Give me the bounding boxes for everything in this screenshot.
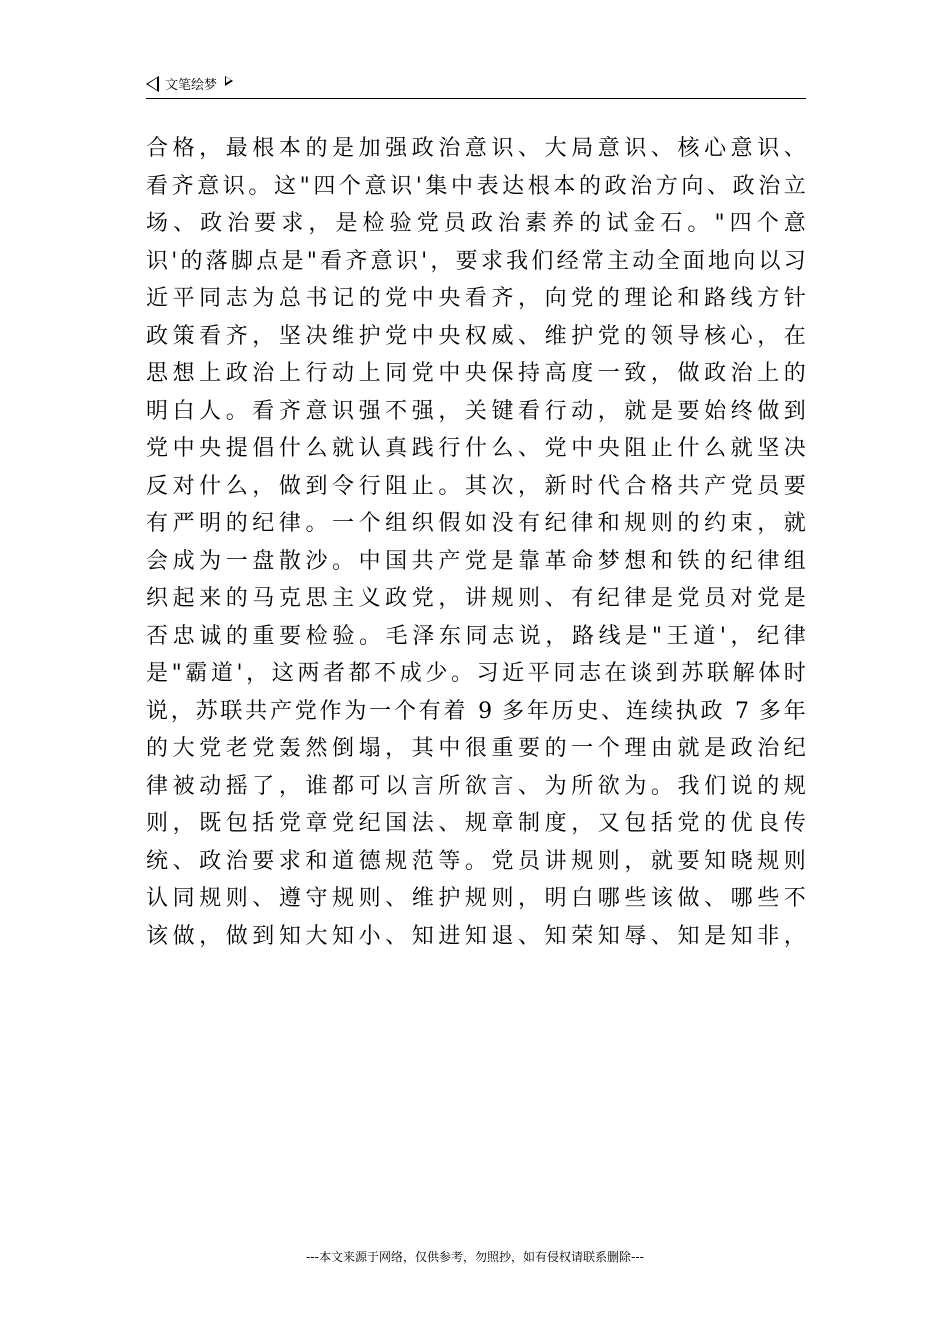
- text-line: 律被动摇了，谁都可以言所欲言、为所欲为。我们说的规: [146, 773, 806, 799]
- text-line: 近平同志为总书记的党中央看齐，向党的理论和路线方针: [146, 286, 806, 311]
- text-line: 是"霸道'，这两者都不成少。习近平同志在谈到苏联解体时: [146, 661, 806, 686]
- text-line: 说，苏联共产党作为一个有着 9 多年历史、连续执政 7 多年: [146, 698, 806, 724]
- triangle-right-icon: [225, 76, 233, 86]
- text-line: 的大党老党轰然倒塌，其中很重要的一个理由就是政治纪: [146, 736, 806, 761]
- page-footer: ---本文来源于网络，仅供参考，勿照抄，如有侵权请联系删除---: [306, 1250, 644, 1264]
- text-line: 会成为一盘散沙。中国共产党是靠革命梦想和铁的纪律组: [146, 548, 806, 574]
- page-header: [146, 72, 806, 99]
- text-line: 反对什么，做到令行阻止。其次，新时代合格共产党员要: [146, 473, 806, 499]
- brand-text: 文笔绘梦: [165, 78, 218, 93]
- header-brand: [146, 74, 233, 93]
- text-line: 织起来的马克思主义政党，讲规则、有纪律是党员对党是: [146, 586, 806, 611]
- text-line: 思想上政治上行动上同党中央保持高度一致，做政治上的: [146, 361, 806, 386]
- text-line: 识'的落脚点是"看齐意识'，要求我们经常主动全面地向以习: [146, 248, 806, 274]
- text-line: 否忠诚的重要检验。毛泽东同志说，路线是"王道'，纪律: [146, 623, 806, 649]
- text-line: 统、政治要求和道德规范等。党员讲规则，就要知晓规则: [146, 848, 806, 874]
- text-line: 该做，做到知大知小、知进知退、知荣知辱、知是知非，: [146, 923, 806, 949]
- text-line: 看齐意识。这"四个意识'集中表达根本的政治方向、政治立: [146, 173, 806, 199]
- text-line: 则，既包括党章党纪国法、规章制度，又包括党的优良传: [146, 811, 806, 836]
- text-line: 党中央提倡什么就认真践行什么、党中央阻止什么就坚决: [146, 436, 806, 461]
- triangle-left-icon: [146, 76, 159, 92]
- text-line: 场、政治要求，是检验党员政治素养的试金石。"四个意: [146, 211, 806, 236]
- body-text: [146, 130, 806, 955]
- text-line: 认同规则、遵守规则、维护规则，明白哪些该做、哪些不: [146, 886, 806, 911]
- text-line: 合格，最根本的是加强政治意识、大局意识、核心意识、: [146, 136, 806, 161]
- text-line: 明白人。看齐意识强不强，关键看行动，就是要始终做到: [146, 398, 806, 424]
- text-line: 有严明的纪律。一个组织假如没有纪律和规则的约束，就: [146, 511, 806, 536]
- text-line: 政策看齐，坚决维护党中央权威、维护党的领导核心，在: [146, 323, 806, 349]
